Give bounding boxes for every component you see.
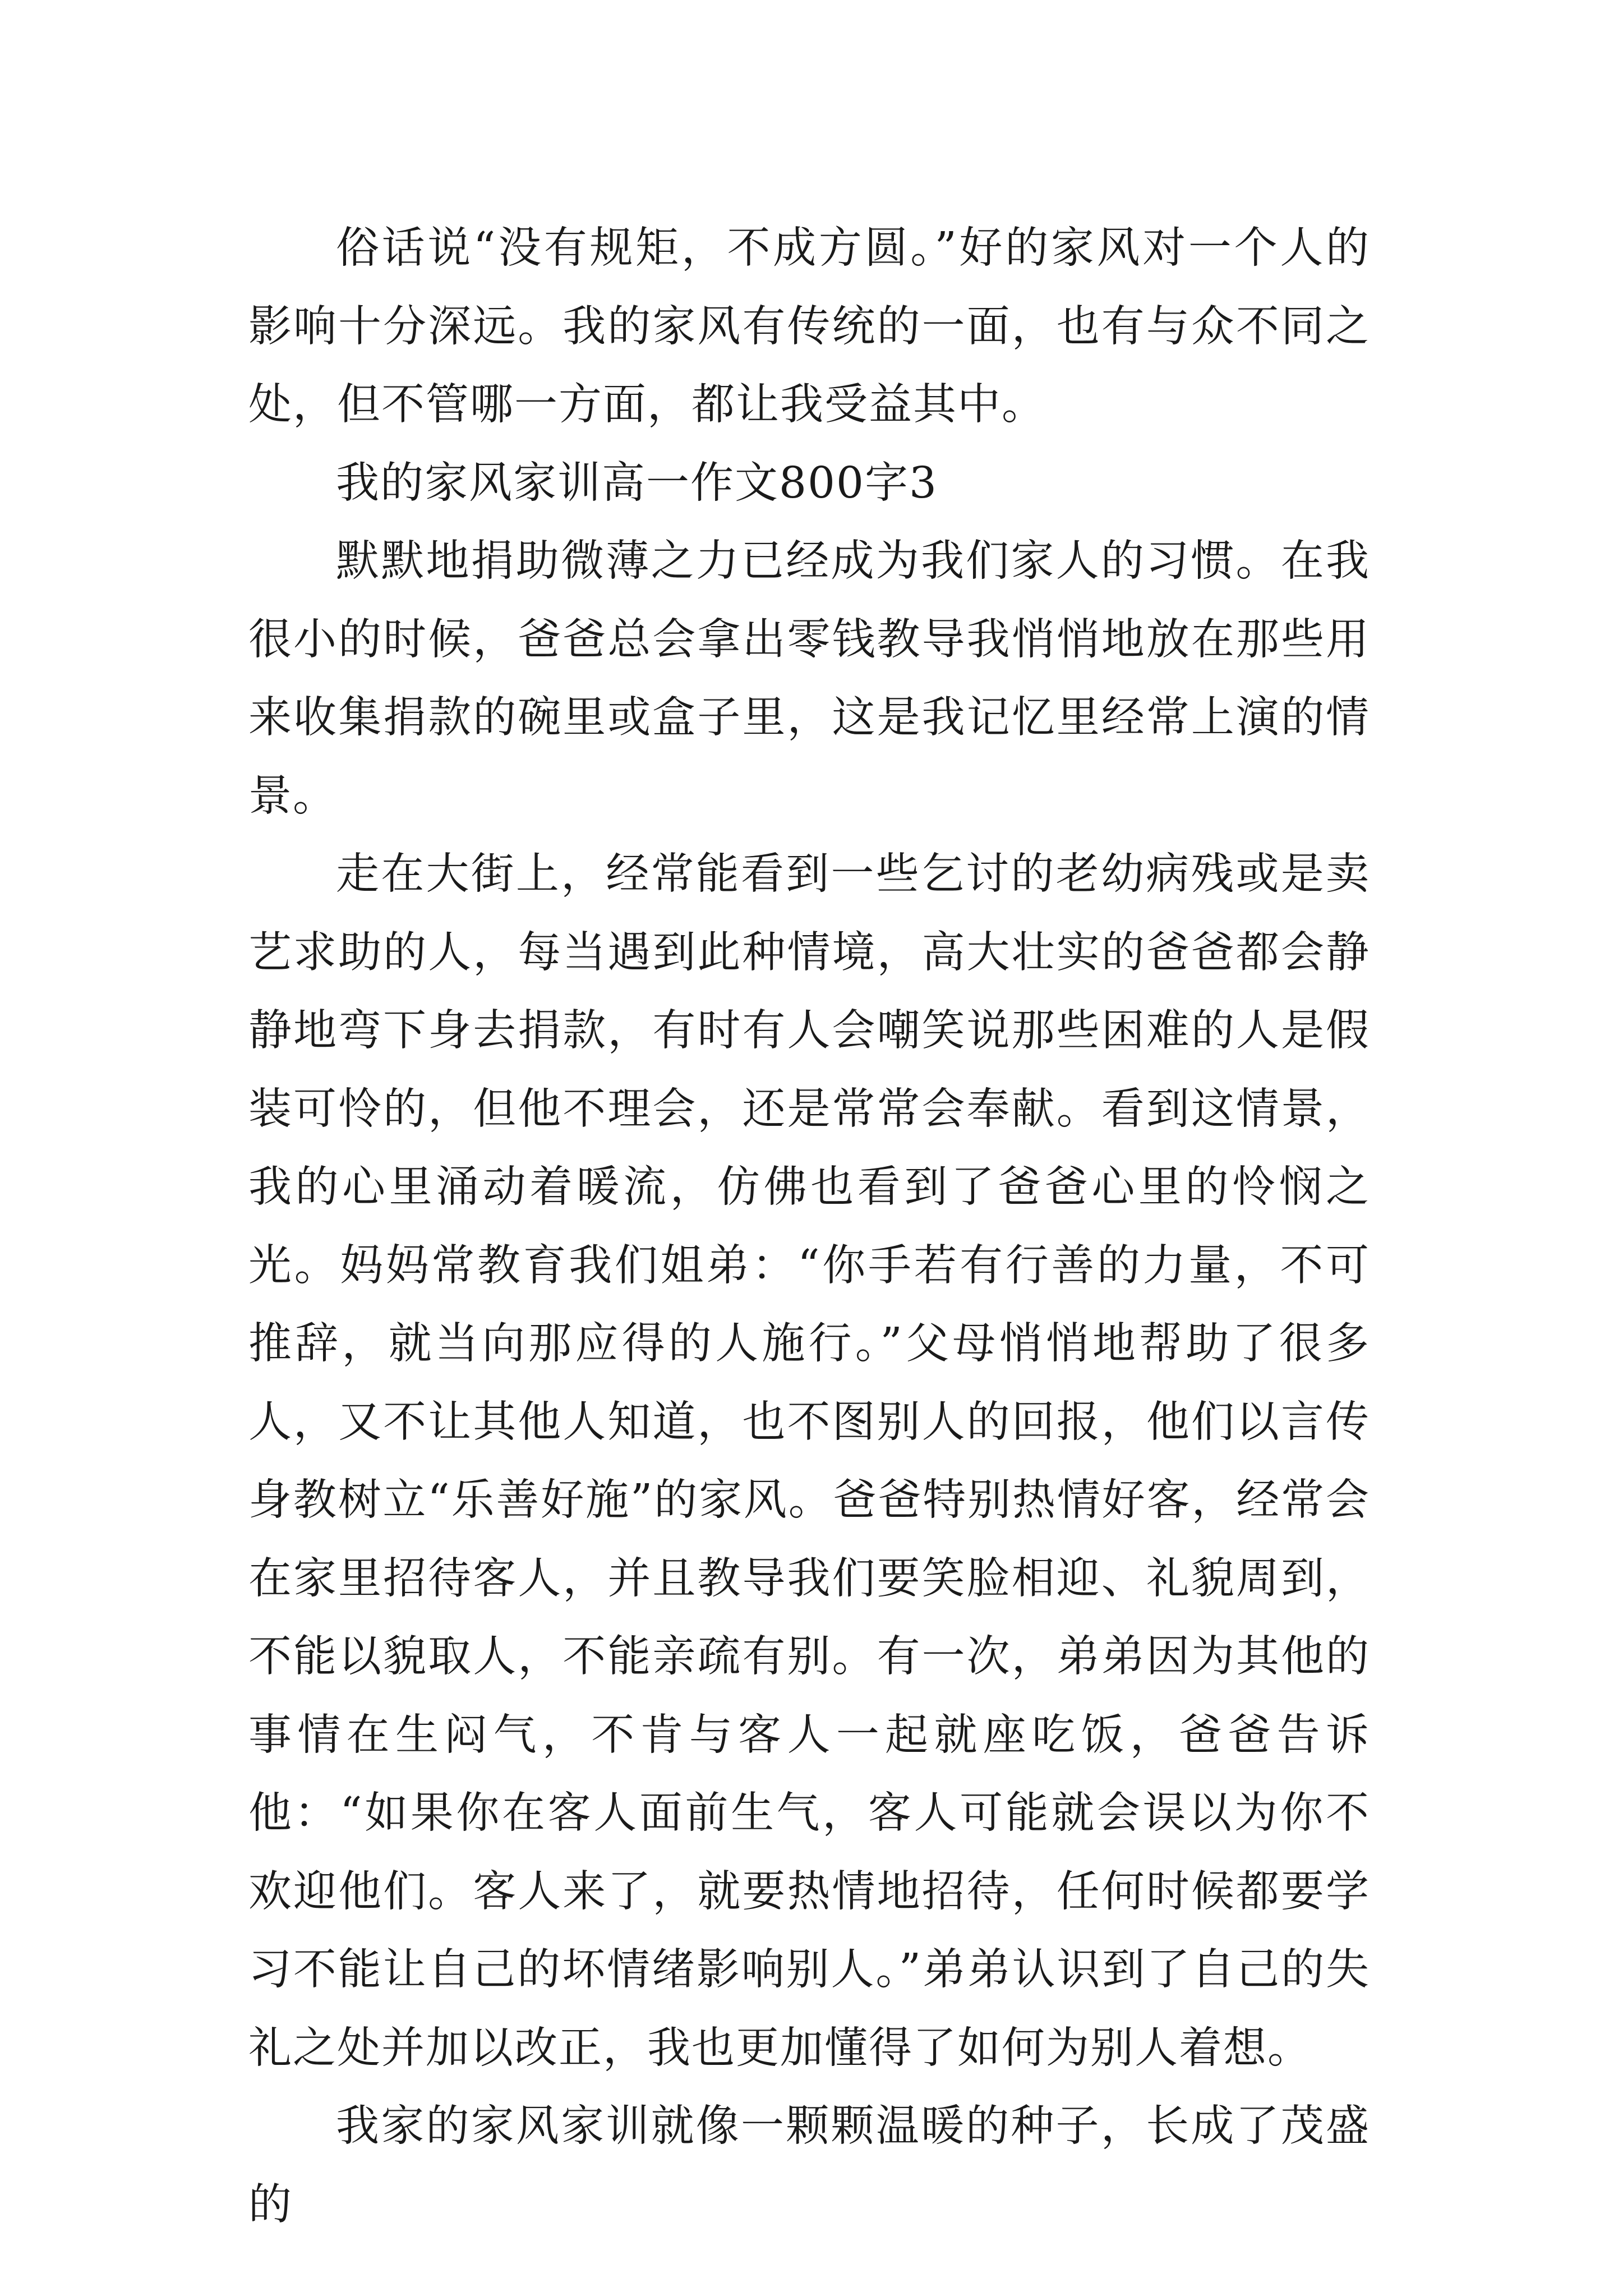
paragraph-seeds: 我家的家风家训就像一颗颗温暖的种子，长成了茂盛的 <box>248 2101 1370 2230</box>
paragraph-proverb: 俗话说“没有规矩，不成方圆。”好的家风对一个人的影响十分深远。我的家风有传统的一面，也有与众不同之处，但不管哪一方面，都让我受益其中。 <box>248 223 1370 430</box>
paragraph-donation: 默默地捐助微薄之力已经成为我们家人的习惯。在我很小的时候，爸爸总会拿出零钱教导我悄悄地放在那些用来收集捐款的碗里或盒子里，这是我记忆里经常上演的情景。 <box>248 536 1370 821</box>
document-body <box>248 209 1370 2244</box>
paragraph-street: 走在大街上，经常能看到一些乞讨的老幼病残或是卖艺求助的人，每当遇到此种情境，高大壮实的爸爸都会静静地弯下身去捐款，有时有人会嘲笑说那些困难的人是假装可怜的，但他不理会，还是常常会奉献。看到这情景，我的心里涌动着暖流，仿佛也看到了爸爸心里的怜悯之光。妈妈常教育我们姐弟：“你手若有行善的力量，不可推辞，就当向那应得的人施行。”父母悄悄地帮助了很多人，又不让其他人知道，也不图别人的回报，他们以言传身教树立“乐善好施”的家风。爸爸特别热情好客，经常会在家里招待客人，并且教导我们要笑脸相迎、礼貌周到，不能以貌取人，不能亲疏有别。有一次，弟弟因为其他的事情在生闷气，不肯与客人一起就座吃饭，爸爸告诉他：“如果你在客人面前生气，客人可能就会误以为你不欢迎他们。客人来了，就要热情地招待，任何时候都要学习不能让自己的坏情绪影响别人。”弟弟认识到了自己的失礼之处并加以改正，我也更加懂得了如何为别人着想。 <box>248 849 1370 2073</box>
section-heading: 我的家风家训高一作文800字3 <box>336 458 938 508</box>
